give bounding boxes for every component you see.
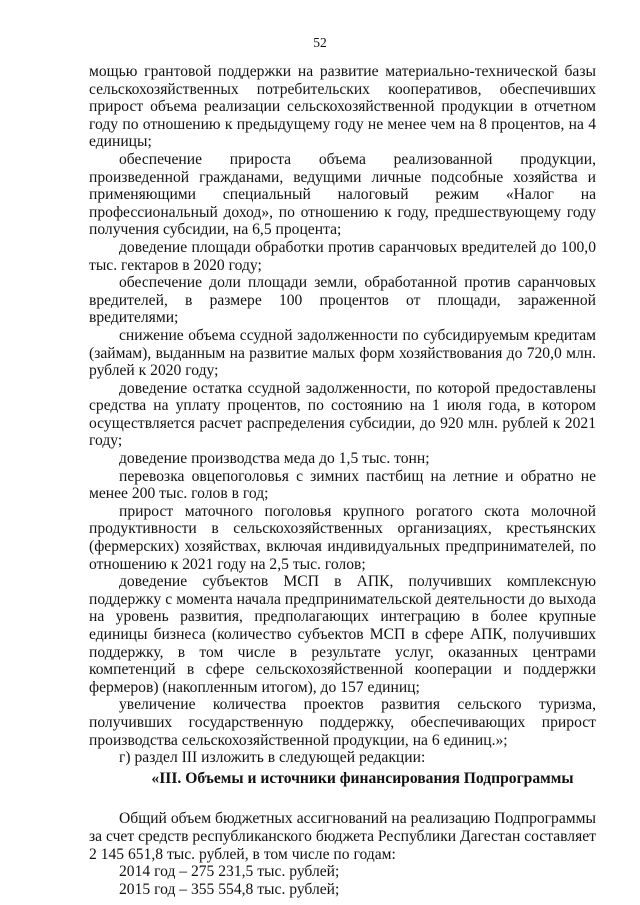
paragraph: доведение остатка ссудной задолженности, по которой предоставлены средства на уплату процентов, по состоянию на 1 июля года, в котором осуществляется расчет распределения субсидии, до 920 млн. рублей к 2021 году;: [89, 379, 596, 450]
paragraph: увеличение количества проектов развития сельского туризма, получивших государственную поддержку, обеспечивающих прирост производства сельскохозяйственной продукции, на 6 единиц.»;: [89, 696, 596, 749]
financing-intro: Общий объем бюджетных ассигнований на реализацию Подпрограммы за счет средств республиканского бюджета Республики Дагестан составляет 2 145 651,8 тыс. рублей, в том числе по годам:: [89, 810, 596, 863]
paragraph: доведение площади обработки против саранчовых вредителей до 100,0 тыс. гектаров в 2020 году;: [89, 238, 596, 274]
page-number: 52: [313, 35, 327, 50]
paragraph: доведение производства меда до 1,5 тыс. тонн;: [119, 450, 430, 468]
paragraph: г) раздел III изложить в следующей редакции:: [119, 749, 426, 767]
document-body: [89, 63, 596, 898]
section-heading: «III. Объемы и источники финансирования Подпрограммы: [151, 769, 574, 787]
paragraph: перевозка овцепоголовья с зимних пастбищ на летние и обратно не менее 200 тыс. голов в год;: [89, 467, 596, 503]
paragraph: снижение объема ссудной задолженности по субсидируемым кредитам (займам), выданным на развитие малых форм хозяйствования до 720,0 млн. рублей к 2020 году;: [89, 326, 596, 380]
paragraph: обеспечение доли площади земли, обработанной против саранчовых вредителей, в размере 100 процентов от площади, зараженной вредителями;: [89, 274, 596, 327]
financing-year: 2014 год – 275 231,5 тыс. рублей;: [119, 863, 340, 881]
financing-year: 2015 год – 355 554,8 тыс. рублей;: [119, 880, 340, 898]
paragraph: доведение субъектов МСП в АПК, получивших комплексную поддержку с момента начала предпринимательской деятельности до выхода на уровень развития, предполагающих интеграцию в более крупные единицы бизнеса (количество субъектов МСП в сфере АПК, получивших поддержку, в том числе в результате услуг, оказанных центрами компетенций в сфере сельскохозяйственной кооперации и поддержки фермеров) (накопленным итогом), до 157 единиц;: [89, 573, 596, 696]
paragraph: мощью грантовой поддержки на развитие материально-технической базы сельскохозяйственных потребительских кооперативов, обеспечивших прирост объема реализации сельскохозяйственной продукции в отчетном году по отношению к предыдущему году не менее чем на 8 процентов, на 4 единицы;: [89, 63, 596, 151]
paragraph: прирост маточного поголовья крупного рогатого скота молочной продуктивности в сельскохозяйственных организациях, крестьянских (фермерских) хозяйствах, включая индивидуальных предпринимателей, по отношению к 2021 году на 2,5 тыс. голов;: [89, 502, 596, 573]
paragraph: обеспечение прироста объема реализованной продукции, произведенной гражданами, ведущими личные подсобные хозяйства и применяющими специальный налоговый режим «Налог на профессиональный доход», по отношению к году, предшествующему году получения субсидии, на 6,5 процента;: [89, 150, 596, 239]
